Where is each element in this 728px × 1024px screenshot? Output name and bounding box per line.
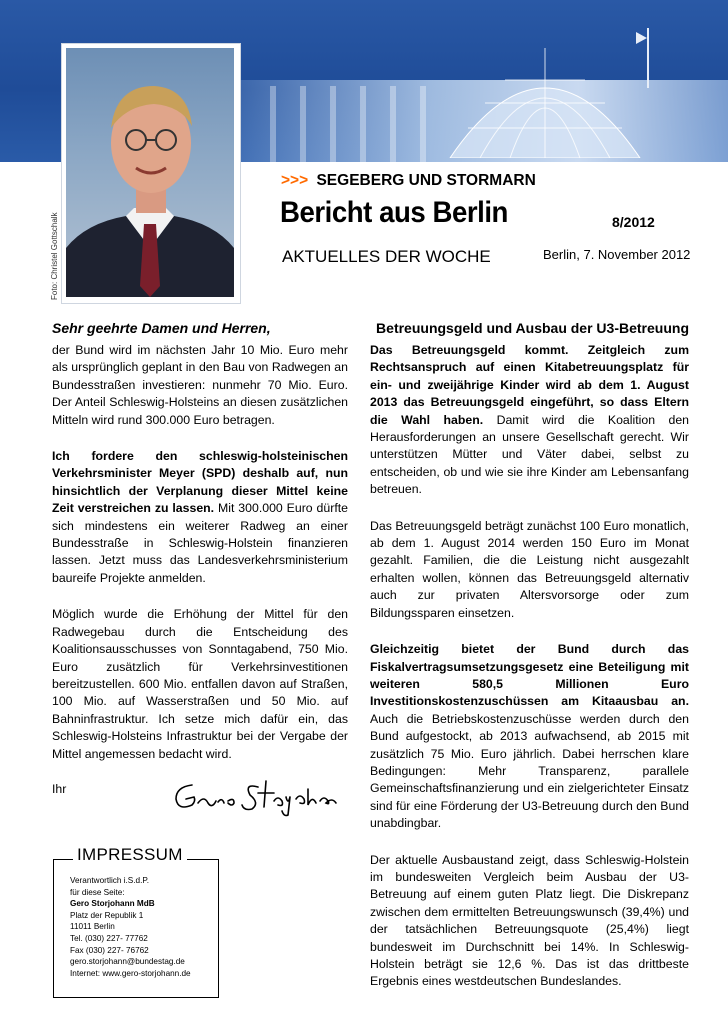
reichstag-dome-icon <box>440 28 650 158</box>
impressum-fax: Fax (030) 227- 76762 <box>70 945 149 955</box>
photo-credit: Foto: Christel Gottschalk <box>50 212 59 300</box>
newsletter-subtitle: AKTUELLES DER WOCHE <box>282 247 491 266</box>
impressum-title: IMPRESSUM <box>73 845 187 865</box>
letter-paragraph-2 <box>52 448 348 587</box>
impressum-tel: Tel. (030) 227- 77762 <box>70 933 148 943</box>
article-paragraph-1 <box>370 342 689 499</box>
letter-paragraph-3: Möglich wurde die Erhöhung der Mittel für den Radwegebau durch die Entscheidung des Koalitionsausschusses von Sonntagabend, 750 Mio. Euro zusätzlich für Verkehrsinvestitionen bereitzustellen. 600 Mio. entfallen davon auf Straßen, 100 Mio. auf Wasserstraßen und 50 Mio. auf Bahninfrastruktur. Ich setze mich dafür ein, das Schleswig-Holsteins Infrastruktur bei der Vergabe der Mittel angemessen bedacht wird. <box>52 607 348 761</box>
letter-paragraph-2-bold: Ich fordere den schleswig-holsteinischen Verkehrsminister Meyer (SPD) deshalb auf, nun hinsichtlich der Verplanung dieser Mittel keine Zeit verstreichen zu lassen. <box>52 449 348 516</box>
letter-paragraph-2-rest: Mit 300.000 Euro dürfte sich mindestens ein weiterer Radweg an einer Bundesstraße in Schleswig-Holstein finanzieren lassen. Jetzt muss das Landesverkehrsministerium baureife Projekte anmelden. <box>52 501 348 585</box>
region-label: SEGEBERG UND STORMARN <box>316 172 536 189</box>
article-column <box>370 320 689 1010</box>
impressum-details <box>70 875 191 979</box>
salutation: Sehr geehrte Damen und Herren, <box>52 320 271 336</box>
impressum-city: 11011 Berlin <box>70 922 115 932</box>
article-paragraph-3 <box>370 641 689 832</box>
portrait-illustration <box>66 48 234 297</box>
impressum-line: für diese Seite: <box>70 887 125 897</box>
letter-paragraph-1: der Bund wird im nächsten Jahr 10 Mio. Euro mehr als ursprünglich geplant in den Bau von Radwegen an Bundesstraßen investieren: nunmehr 70 Mio. Euro. Der Anteil Schleswig-Holsteins an diesen zusätzlichen Mitteln wird rund 300.000 Euro betragen. <box>52 343 348 427</box>
letter-column <box>52 320 348 796</box>
article-heading: Betreuungsgeld und Ausbau der U3-Betreuung <box>376 320 689 336</box>
region-arrows-icon: >>> <box>281 172 309 189</box>
article-paragraph-4: Der aktuelle Ausbaustand zeigt, dass Schleswig-Holstein im bundesweiten Vergleich beim Ausbau der U3-Betreuung auf einem guten Platz liegt. Die Diskrepanz zwischen dem ermittelten Betreuungswunsch (39,4%) und der tatsächlichen Betreuungsquote (25,4%) liegt bundesweit im Durchschnitt bei 14%. In Schleswig-Holstein beträgt sie 12,6 %. Das ist das drittbeste Ergebnis eines westdeutschen Bundeslandes. <box>370 852 689 989</box>
impressum-internet: Internet: www.gero-storjohann.de <box>70 968 191 978</box>
article-paragraph-2: Das Betreuungsgeld beträgt zunächst 100 Euro monatlich, ab dem 1. August 2014 werden 150 Euro im Monat gezahlt. Familien, die die Leistung nicht ausgezahlt erhalten wollen, können das Betreuungsgeld alternativ auch zur privaten Altersvorsorge oder zum Bildungssparen einsetzen. <box>370 518 689 620</box>
impressum-email: gero.storjohann@bundestag.de <box>70 957 185 967</box>
article-paragraph-3-rest: Auch die Betriebskostenzuschüsse werden durch den Bund aufgestockt, ab 2013 aufwachsend, ab 2015 mit zusätzlich 75 Mio. Euro jährlich. Dabei herrschen klare Bedingungen: Mehr Transparenz, parallele Gemeinschaftsfinanzierung und ein zielgerichteter Einsatz sind für eine Förderung der U3-Betreuung durch den Bund unabdingbar. <box>370 711 689 831</box>
impressum-street: Platz der Republik 1 <box>70 910 144 920</box>
portrait-photo <box>66 48 234 297</box>
impressum-name: Gero Storjohann MdB <box>70 899 155 909</box>
article-paragraph-1-bold: Das Betreuungsgeld kommt. Zeitgleich zum Rechtsanspruch auf einen Kitabetreuungsplatz für ein- und zweijährige Kinder wird ab dem 1. August 2013 das Betreuungsgeld eingeführt, so dass Eltern die Wahl haben. <box>370 343 689 427</box>
article-paragraph-3-bold: Gleichzeitig bietet der Bund durch das Fiskalvertragsumsetzungsgesetz eine Beteiligung mit weiteren 580,5 Millionen Euro Investitionskostenzuschüssen am Kitaausbau an. <box>370 642 689 709</box>
handwritten-signature <box>170 775 345 817</box>
impressum-line: Verantwortlich i.S.d.P. <box>70 876 150 885</box>
letter-closing: Ihr <box>52 781 67 796</box>
newsletter-title: Bericht aus Berlin <box>280 196 508 229</box>
dateline: Berlin, 7. November 2012 <box>543 247 691 262</box>
article-paragraph-1-rest: Damit wird die Koalition den Herausforderungen an unsere Gesellschaft gerecht. Wir unterstützen Mütter und Väter dabei, selbst zu entscheiden, ob und wie sie ihre Kinder am Lebensanfang betreuen. <box>370 412 689 497</box>
region-heading <box>281 172 536 190</box>
issue-number: 8/2012 <box>612 214 655 230</box>
